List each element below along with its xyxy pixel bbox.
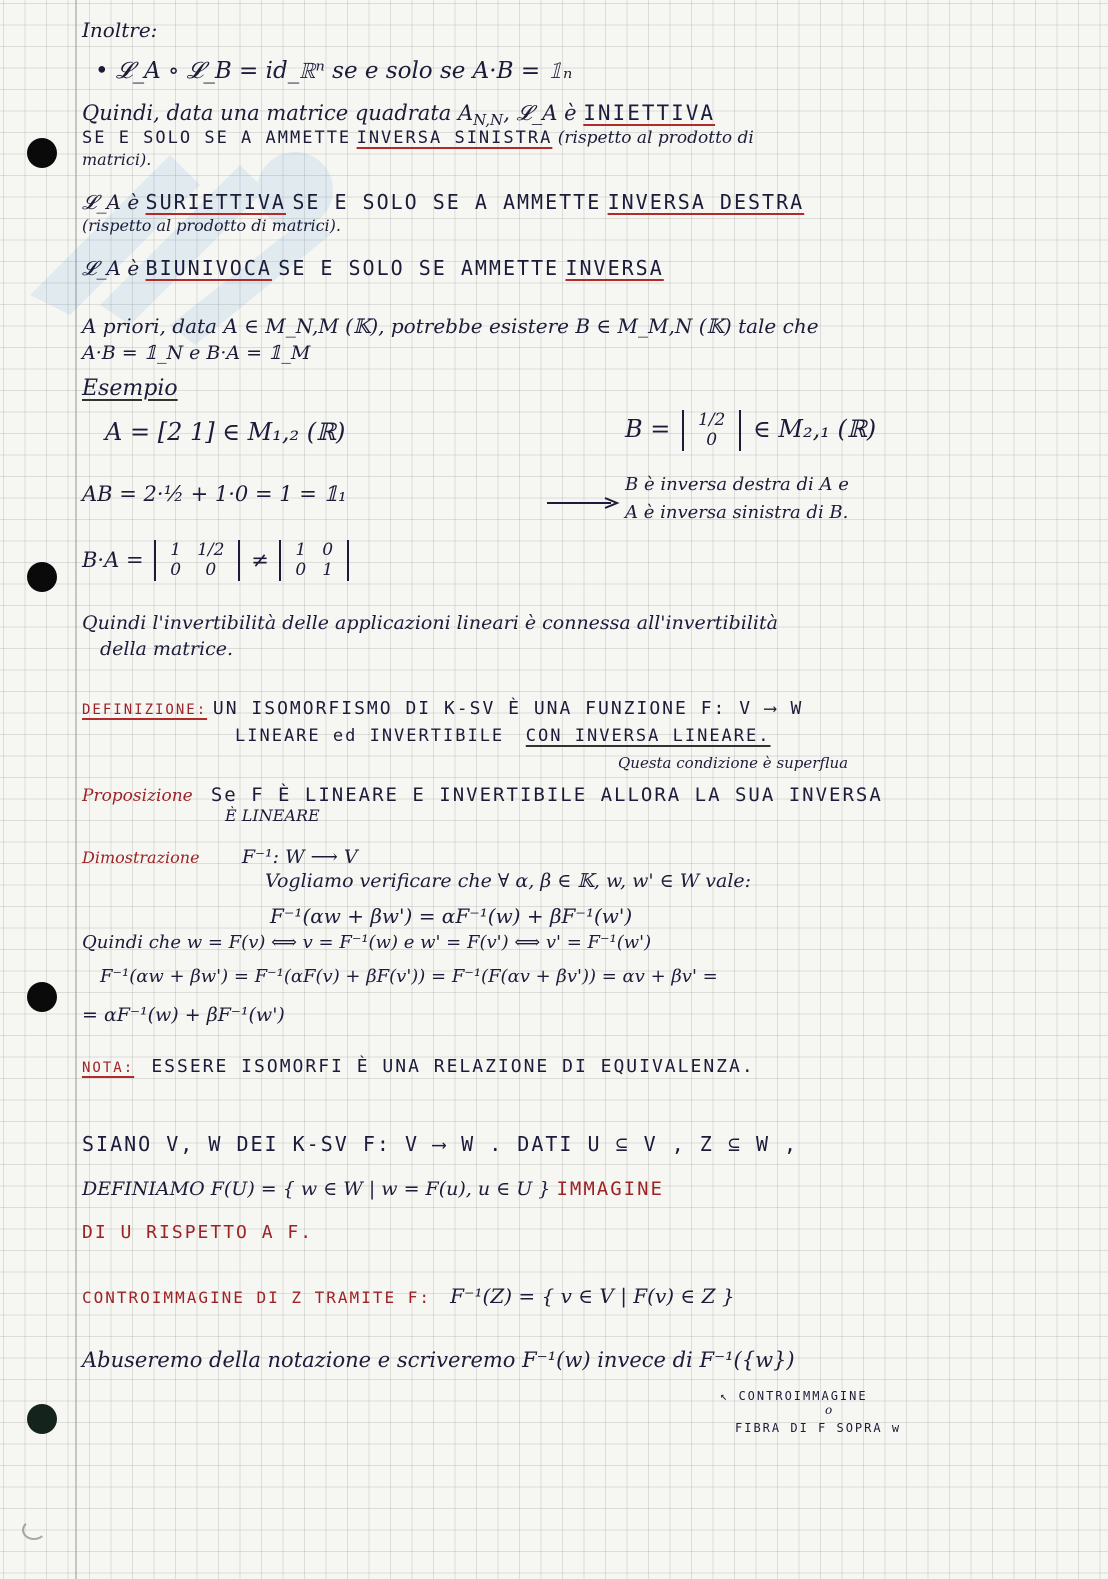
text-rispetto: (rispetto al prodotto di matrici). xyxy=(82,216,341,235)
arrow-right-icon xyxy=(545,496,620,510)
bijective-text: 𝓛_A è xyxy=(82,256,140,280)
proof-line-3: Quindi che w = F(v) ⟺ v = F⁻¹(w) e w' = F(v') ⟺ v' = F⁻¹(w') xyxy=(82,932,652,953)
label-definizione: DEFINIZIONE: xyxy=(82,702,208,718)
matrix-cell: 0 xyxy=(706,430,718,451)
text-inoltre: Inoltre: xyxy=(82,18,158,42)
matrix-cell: 1 xyxy=(322,560,334,581)
ab-note-2: A è inversa sinistra di B. xyxy=(625,502,849,523)
label-dimostrazione: Dimostrazione xyxy=(82,848,200,867)
matrix-identity xyxy=(279,540,349,581)
notation-abuse: Abuseremo della notazione e scriveremo F⁻¹(w) invece di F⁻¹({w}) xyxy=(82,1348,795,1372)
keyword-suriettiva: SURIETTIVA xyxy=(145,190,286,214)
keyword-inversa-destra: INVERSA DESTRA xyxy=(607,190,805,214)
definition-text: UN ISOMORFISMO DI K-SV È UNA FUNZIONE F: V ⟶ W xyxy=(212,698,804,719)
proof-line-2: F⁻¹(αw + βw') = αF⁻¹(w) + βF⁻¹(w') xyxy=(270,904,633,928)
matrix-cell: 1/2 xyxy=(698,410,726,430)
keyword-inversa-sinistra: INVERSA SINISTRA xyxy=(356,128,553,148)
matrix-cell: 1 xyxy=(295,540,307,560)
image-definition-text: DEFINIAMO F(U) = { w ∈ W | w = F(u), u ∈ U } xyxy=(82,1178,551,1200)
matrix-cell: 0 xyxy=(322,540,334,560)
proof-start xyxy=(82,848,358,867)
keyword-iniettiva: INIETTIVA xyxy=(583,101,716,125)
definition-isomorphism xyxy=(82,700,803,718)
binder-hole xyxy=(27,562,57,592)
matrix-cell: 1 xyxy=(170,540,182,560)
definition-text-2: LINEARE ed INVERTIBILE xyxy=(235,726,505,746)
product-ba xyxy=(82,540,353,581)
left-inverse-note: (rispetto al prodotto di xyxy=(557,128,754,148)
injective-statement xyxy=(82,103,715,128)
bijective-text-b: SE E SOLO SE AMMETTE xyxy=(278,256,560,280)
keyword-biunivoca: BIUNIVOCA xyxy=(145,256,272,280)
proposition-text-2: È LINEARE xyxy=(225,806,320,825)
proof-line-5: = αF⁻¹(w) + βF⁻¹(w') xyxy=(82,1004,285,1026)
composition-statement: • 𝓛_A ∘ 𝓛_B = id_ℝⁿ se e solo se A·B = 𝟙ₙ xyxy=(95,58,573,84)
not-equal-sign: ≠ xyxy=(251,547,269,572)
matrix-cell: 0 xyxy=(295,560,307,581)
invertibility-statement-b: della matrice. xyxy=(100,638,233,660)
matrix-cell: 1/2 xyxy=(197,540,225,560)
proof-line-4: F⁻¹(αw + βw') = F⁻¹(αF(v) + βF(v')) = F⁻¹(F(αv + βv')) = αv + βv' = xyxy=(100,966,718,987)
note-text: ESSERE ISOMORFI È UNA RELAZIONE DI EQUIVALENZA. xyxy=(151,1056,755,1077)
product-ab: AB = 2·½ + 1·0 = 1 = 𝟙₁ xyxy=(82,482,347,506)
paper-curl xyxy=(22,1520,46,1540)
surjective-statement xyxy=(82,192,804,212)
matrix-subscript: N,N xyxy=(473,111,504,130)
surjective-text-b: SE E SOLO SE A AMMETTE xyxy=(292,190,602,214)
bijective-statement xyxy=(82,258,664,278)
preimage-definition xyxy=(82,1286,735,1306)
example-matrix-a: A = [2 1] ∈ M₁,₂ (ℝ) xyxy=(105,418,346,446)
matrix-b-label: B = xyxy=(625,414,671,443)
label-proposizione: Proposizione xyxy=(82,786,193,806)
siano-statement: SIANO V, W DEI K-SV F: V ⟶ W . DATI U ⊆ V , Z ⊆ W , xyxy=(82,1132,799,1156)
surjective-text: 𝓛_A è xyxy=(82,190,140,214)
note-isomorphism xyxy=(82,1058,755,1076)
proposition-text: Se F È LINEARE E INVERTIBILE ALLORA LA SUA INVERSA xyxy=(210,784,883,806)
heading-esempio: Esempio xyxy=(82,376,178,401)
image-definition-end: DI U RISPETTO A F. xyxy=(82,1222,314,1243)
example-matrix-b xyxy=(625,410,876,451)
label-controimmagine: CONTROIMMAGINE DI Z TRAMITE F: xyxy=(82,1288,431,1307)
text-matrici: matrici). xyxy=(82,150,152,169)
binder-hole xyxy=(27,982,57,1012)
proposition xyxy=(82,786,883,805)
injective-text-b: , 𝓛_A è xyxy=(503,101,577,125)
ba-label: B·A = xyxy=(82,547,144,572)
keyword-inversa: INVERSA xyxy=(565,256,664,280)
matrix-b-space: ∈ M₂,₁ (ℝ) xyxy=(753,414,877,443)
preimage-formula: F⁻¹(Z) = { v ∈ V | F(v) ∈ Z } xyxy=(450,1284,735,1308)
keyword-immagine: IMMAGINE xyxy=(556,1178,664,1200)
proof-line-1: Vogliamo verificare che ∀ α, β ∈ 𝕂, w, w' ∈ W vale: xyxy=(265,870,752,892)
identity-products: A·B = 𝟙_N e B·A = 𝟙_M xyxy=(82,342,311,364)
injective-text: Quindi, data una matrice quadrata A xyxy=(82,101,474,125)
matrix-cell: 0 xyxy=(205,560,217,581)
invertibility-statement: Quindi l'invertibilità delle applicazioni lineari è connessa all'invertibilità xyxy=(82,612,778,634)
definition-note: Questa condizione è superflua xyxy=(618,754,849,772)
left-inverse-statement xyxy=(82,130,754,147)
fiber-annotation: FIBRA DI F SOPRA w xyxy=(735,1421,902,1435)
image-definition xyxy=(82,1180,664,1199)
label-nota: NOTA: xyxy=(82,1060,135,1076)
definition-line-2 xyxy=(235,728,771,745)
a-priori-statement: A priori, data A ∈ M_N,M (𝕂), potrebbe esistere B ∈ M_M,N (𝕂) tale che xyxy=(82,314,819,338)
preimage-annotation: ↖ CONTROIMMAGINE xyxy=(720,1389,868,1403)
proof-inverse-map: F⁻¹: W ⟶ V xyxy=(241,846,358,868)
definition-text-3: CON INVERSA LINEARE. xyxy=(525,726,771,746)
binder-hole xyxy=(27,1404,57,1434)
matrix-cell: 0 xyxy=(170,560,182,581)
ab-note-1: B è inversa destra di A e xyxy=(625,474,849,495)
annotation-or: o xyxy=(825,1403,833,1417)
left-inverse-text: SE E SOLO SE A AMMETTE xyxy=(82,128,352,148)
matrix-ba xyxy=(154,540,240,581)
matrix-b xyxy=(682,410,741,451)
